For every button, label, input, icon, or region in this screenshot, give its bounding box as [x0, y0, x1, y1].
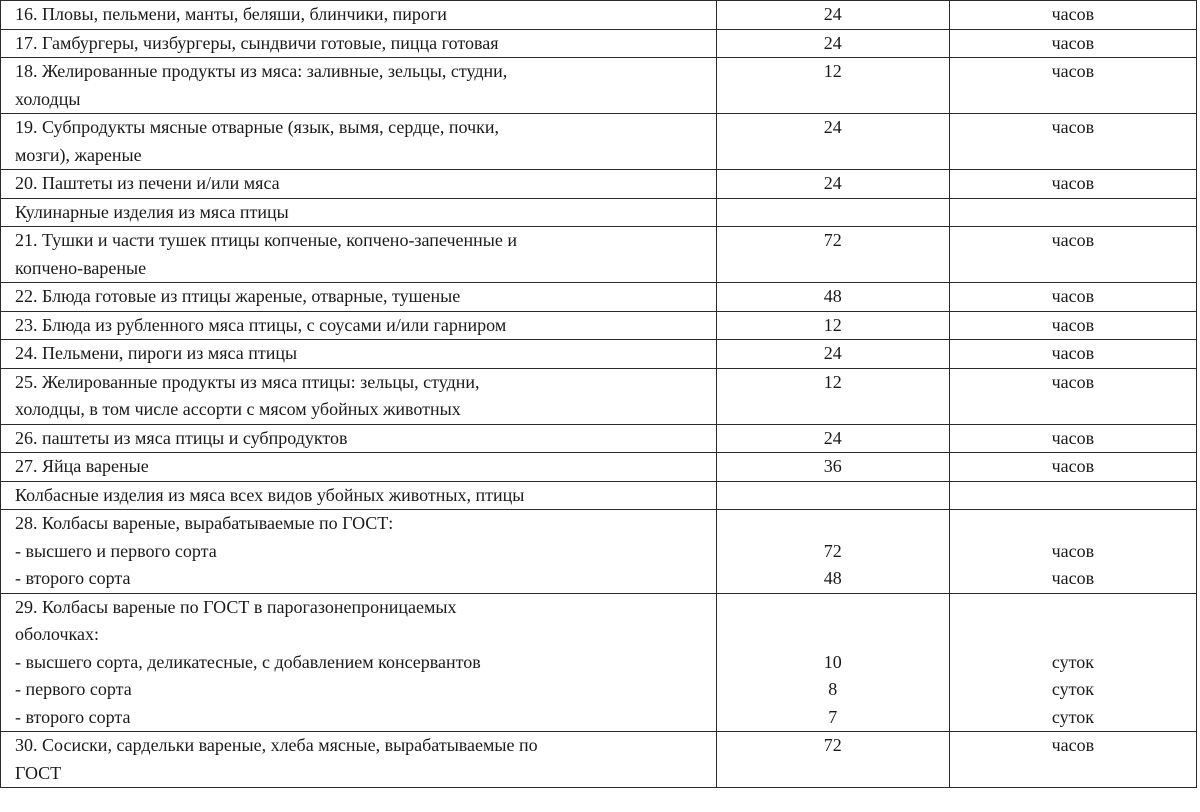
product-name-line: 28. Колбасы вареные, вырабатываемые по ГОСТ:	[15, 513, 394, 533]
term-unit-cell	[949, 481, 1196, 510]
term-value: 7	[828, 706, 838, 727]
table-row	[1, 510, 1197, 594]
term-unit-cell	[949, 170, 1196, 199]
term-value-cell	[716, 453, 949, 482]
term-value-cell	[716, 1, 949, 30]
term-unit: часов	[1051, 117, 1095, 137]
product-name-cell	[1, 198, 717, 227]
product-name-line: 19. Субпродукты мясные отварные (язык, вымя, сердце, почки,	[15, 117, 500, 137]
term-value-cell	[716, 481, 949, 510]
term-value-cell	[716, 29, 949, 58]
term-value	[717, 510, 949, 538]
product-name-cell	[1, 340, 717, 369]
product-name-line: 17. Гамбургеры, чизбургеры, сындвичи готовые, пицца готовая	[15, 32, 499, 53]
product-name-line: 29. Колбасы вареные по ГОСТ в парогазонепроницаемых	[15, 596, 457, 617]
term-unit-cell	[949, 368, 1196, 424]
term-value: 12	[823, 371, 842, 392]
term-unit: часов	[1051, 32, 1095, 53]
term-value-cell	[716, 732, 949, 788]
term-value: 72	[823, 540, 842, 561]
term-value: 48	[823, 286, 842, 306]
product-name-cell	[1, 593, 717, 732]
product-name-line: 22. Блюда готовые из птицы жареные, отварные, тушеные	[15, 286, 461, 306]
product-name-line: - высшего и первого сорта	[15, 540, 217, 561]
term-unit: часов	[1051, 371, 1095, 392]
term-unit-cell	[949, 424, 1196, 453]
table-row	[1, 29, 1197, 58]
table-row	[1, 732, 1197, 788]
term-value: 72	[823, 735, 842, 755]
term-unit: часов	[1051, 343, 1095, 363]
product-name-line: 16. Пловы, пельмени, манты, беляши, блинчики, пироги	[15, 4, 447, 24]
term-unit-cell	[949, 198, 1196, 227]
table-row	[1, 311, 1197, 340]
term-value: 72	[823, 230, 842, 250]
table-row	[1, 340, 1197, 369]
table-row	[1, 453, 1197, 482]
table-row	[1, 227, 1197, 283]
term-value: 12	[823, 314, 842, 335]
term-unit	[950, 510, 1196, 538]
product-name-line: Колбасные изделия из мяса всех видов убойных животных, птицы	[15, 484, 525, 505]
table-row	[1, 283, 1197, 312]
product-name-line: 24. Пельмени, пироги из мяса птицы	[15, 343, 298, 363]
product-name-line: 25. Желированные продукты из мяса птицы: зельцы, студни,	[15, 371, 480, 392]
table-row	[1, 170, 1197, 199]
table-row	[1, 481, 1197, 510]
term-value-cell	[716, 340, 949, 369]
term-value: 24	[823, 427, 842, 448]
product-name-cell	[1, 481, 717, 510]
term-unit: часов	[1051, 568, 1095, 588]
product-name-line: - первого сорта	[15, 679, 132, 699]
term-unit-cell	[949, 29, 1196, 58]
product-name-cell	[1, 283, 717, 312]
product-name-cell	[1, 311, 717, 340]
term-value-cell	[716, 593, 949, 732]
product-name-line: 21. Тушки и части тушек птицы копченые, копчено-запеченные и	[15, 230, 517, 250]
term-unit: часов	[1051, 735, 1095, 755]
term-value: 24	[823, 4, 842, 24]
term-unit-cell	[949, 732, 1196, 788]
term-value	[717, 594, 949, 622]
product-name-cell	[1, 424, 717, 453]
product-name-line: 20. Паштеты из печени и/или мяса	[15, 173, 280, 193]
product-name-line: мозги), жареные	[15, 144, 142, 165]
term-unit: часов	[1051, 61, 1095, 81]
term-unit: суток	[1051, 651, 1094, 672]
table-row	[1, 58, 1197, 114]
term-value: 24	[823, 117, 842, 137]
product-name-line: 26. паштеты из мяса птицы и субпродуктов	[15, 427, 348, 448]
table-row	[1, 424, 1197, 453]
table-row	[1, 1, 1197, 30]
product-name-line: Кулинарные изделия из мяса птицы	[15, 201, 289, 222]
table-row	[1, 198, 1197, 227]
product-name-cell	[1, 368, 717, 424]
term-value-cell	[716, 170, 949, 199]
product-name-line: холодцы, в том числе ассорти с мясом убойных животных	[15, 399, 461, 419]
term-unit	[950, 621, 1196, 649]
term-value: 24	[823, 173, 842, 193]
term-unit-cell	[949, 114, 1196, 170]
term-value: 48	[823, 568, 842, 588]
term-unit: часов	[1051, 286, 1095, 306]
term-unit-cell	[949, 227, 1196, 283]
term-unit-cell	[949, 340, 1196, 369]
term-unit-cell	[949, 1, 1196, 30]
product-name-cell	[1, 227, 717, 283]
term-value-cell	[716, 58, 949, 114]
term-unit: часов	[1051, 456, 1095, 476]
product-name-cell	[1, 29, 717, 58]
product-name-cell	[1, 453, 717, 482]
term-unit-cell	[949, 453, 1196, 482]
term-value-cell	[716, 283, 949, 312]
term-unit: часов	[1051, 427, 1095, 448]
term-value: 24	[823, 32, 842, 53]
term-value-cell	[716, 368, 949, 424]
product-name-line: оболочках:	[15, 624, 99, 644]
term-value: 36	[823, 456, 842, 476]
term-value-cell	[716, 198, 949, 227]
product-name-line: - высшего сорта, деликатесные, с добавлением консервантов	[15, 651, 481, 672]
term-unit: суток	[1051, 706, 1094, 727]
product-name-cell	[1, 1, 717, 30]
table-body	[1, 1, 1197, 788]
term-value	[717, 621, 949, 649]
product-name-line: холодцы	[15, 88, 81, 109]
term-unit-cell	[949, 58, 1196, 114]
term-unit: часов	[1051, 4, 1095, 24]
term-value: 10	[823, 651, 842, 672]
term-value-cell	[716, 227, 949, 283]
product-name-line: 23. Блюда из рубленного мяса птицы, с соусами и/или гарниром	[15, 314, 507, 335]
term-unit-cell	[949, 311, 1196, 340]
term-value: 24	[823, 343, 842, 363]
term-value-cell	[716, 114, 949, 170]
product-name-cell	[1, 732, 717, 788]
term-unit: часов	[1051, 540, 1095, 561]
table-row	[1, 593, 1197, 732]
product-name-line: 27. Яйца вареные	[15, 456, 149, 476]
term-unit: часов	[1051, 314, 1095, 335]
term-value-cell	[716, 510, 949, 594]
product-name-cell	[1, 510, 717, 594]
term-value: 12	[823, 61, 842, 81]
product-name-line: 18. Желированные продукты из мяса: заливные, зельцы, студни,	[15, 61, 508, 81]
product-name-cell	[1, 58, 717, 114]
product-name-line: - второго сорта	[15, 568, 131, 588]
term-unit: суток	[1051, 679, 1094, 699]
term-unit: часов	[1051, 173, 1095, 193]
product-name-cell	[1, 170, 717, 199]
term-unit-cell	[949, 510, 1196, 594]
term-unit-cell	[949, 593, 1196, 732]
table-row	[1, 114, 1197, 170]
product-name-line: копчено-вареные	[15, 257, 147, 278]
term-value: 8	[828, 679, 838, 699]
product-name-line: ГОСТ	[15, 762, 62, 783]
term-value-cell	[716, 311, 949, 340]
term-value-cell	[716, 424, 949, 453]
term-unit: часов	[1051, 230, 1095, 250]
table-row	[1, 368, 1197, 424]
term-unit-cell	[949, 283, 1196, 312]
product-name-cell	[1, 114, 717, 170]
term-unit	[950, 594, 1196, 622]
product-name-line: 30. Сосиски, сардельки вареные, хлеба мясные, вырабатываемые по	[15, 735, 538, 755]
product-name-line: - второго сорта	[15, 706, 131, 727]
